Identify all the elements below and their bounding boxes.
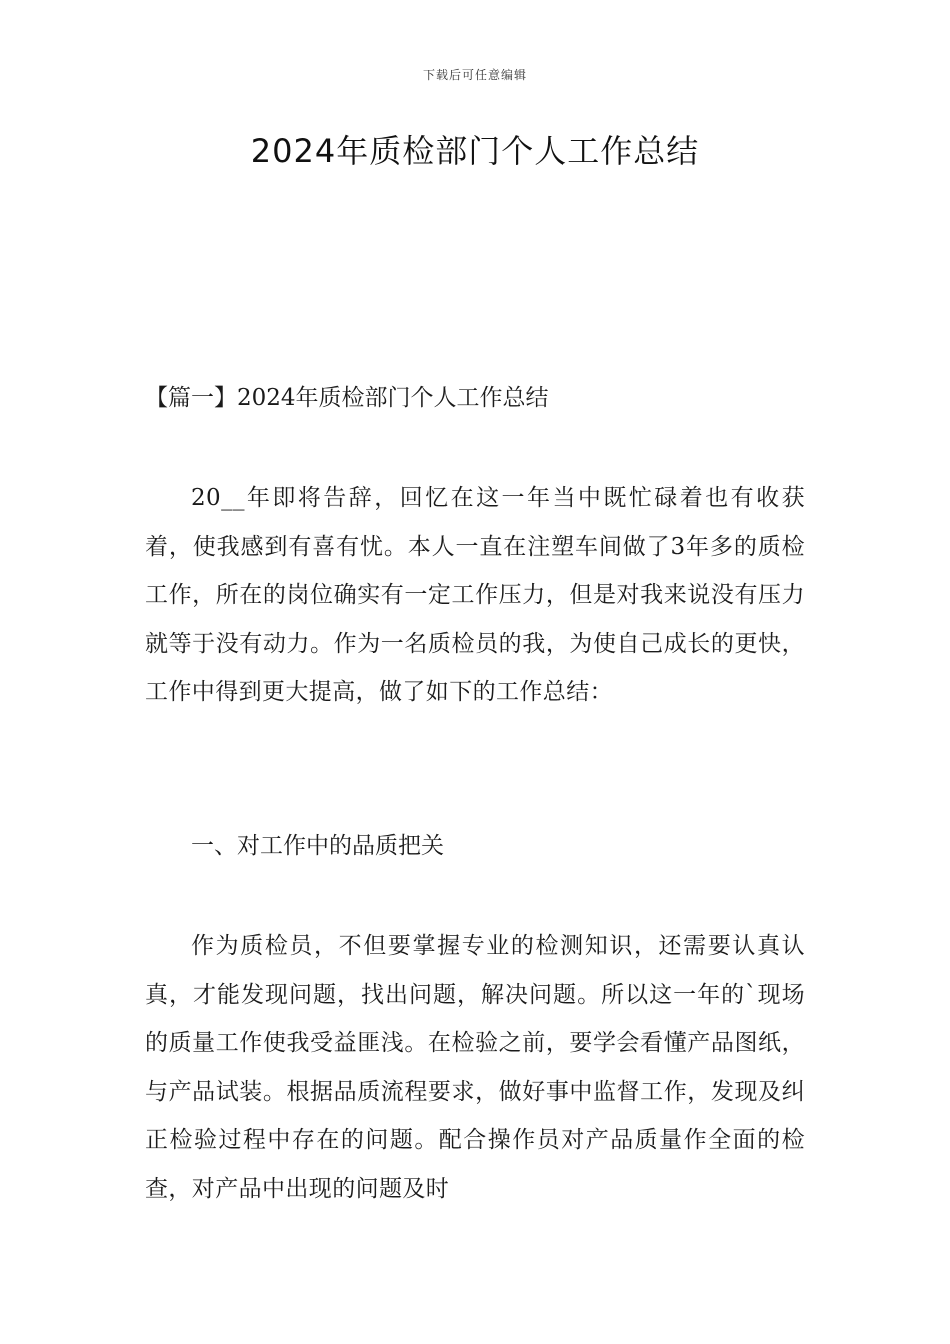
- section-label: 【篇一】2024年质检部门个人工作总结: [145, 385, 549, 411]
- paragraph-quality-control: 作为质检员，不但要掌握专业的检测知识，还需要认真认真，才能发现问题，找出问题，解决问题。所以这一年的`现场的质量工作使我受益匪浅。在检验之前，要学会看懂产品图纸，与产品试装。根据品质流程要求，做好事中监督工作，发现及纠正检验过程中存在的问题。配合操作员对产品质量作全面的检查，对产品中出现的问题及时: [145, 933, 805, 1202]
- section-heading-quality-control: 一、对工作中的品质把关: [191, 833, 444, 859]
- header-note: 下载后可任意编辑: [422, 68, 527, 82]
- document-title: 2024年质检部门个人工作总结: [250, 132, 700, 170]
- paragraph-intro: 20__年即将告辞，回忆在这一年当中既忙碌着也有收获着，使我感到有喜有忧。本人一直在注塑车间做了3年多的质检工作，所在的岗位确实有一定工作压力，但是对我来说没有压力就等于没有动力。作为一名质检员的我，为使自己成长的更快，工作中得到更大提高，做了如下的工作总结：: [145, 485, 805, 705]
